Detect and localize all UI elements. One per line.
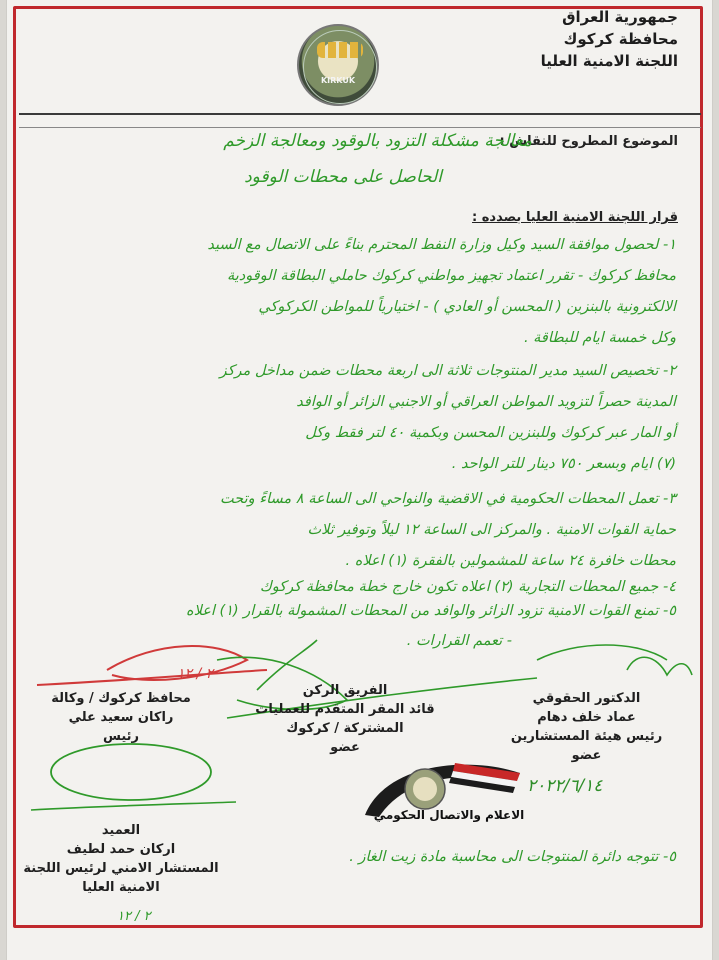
advisor-signature [21, 740, 241, 820]
iraq-flag-seal-icon [345, 755, 525, 835]
decision-line: محافظ كركوك - تقرر اعتماد تجهيز مواطني كركوك حاملي البطاقة الوقودية [227, 268, 676, 284]
decision-line: (٧) ايام وبسعر ٧٥٠ دينار للتر الواحد . [451, 456, 676, 472]
decision-line: ٢- تخصيص السيد مدير المنتوجات ثلاثة الى اربعة محطات ضمن مداخل مركز [219, 363, 676, 379]
header-divider-thin [19, 127, 701, 128]
signatory-name: راكان سعيد علي [68, 709, 174, 725]
subject-line-1: معالجة مشكلة التزود بالوقود ومعالجة الزخم [223, 131, 532, 151]
signatory-governor [21, 690, 221, 747]
advisor-block [21, 822, 221, 897]
subject-label: الموضوع المطروح للنقاش : [499, 134, 678, 149]
kirkuk-emblem-icon [297, 24, 379, 106]
advisor-name: اركان حمد لطيف [66, 841, 176, 857]
advisor-role: المستشار الامني لرئيس اللجنة [23, 860, 219, 876]
decision-label: قرار اللجنة الامنية العليا بصدده : [472, 210, 678, 225]
signatory-role: عضو [330, 739, 360, 755]
signatory-title: الدكتور الحقوقي [532, 691, 641, 706]
document-page [6, 0, 713, 960]
decision-line: المدينة حصراً لتزويد المواطن العراقي أو الاجنبي الزائر أو الوافد [296, 394, 676, 410]
header-divider [19, 113, 701, 115]
handwritten-date: ٢٠٢٢/٦/١٤ [527, 776, 603, 796]
decision-line: ٥- تمنع القوات الامنية تزود الزائر والوافد من المحطات المشمولة بالقرار (١) اعلاه [186, 603, 676, 619]
header-country: جمهورية العراق [562, 8, 678, 26]
signatory-commander [235, 682, 455, 757]
advisor-signature-date: ٢ / ١٢ [117, 909, 151, 924]
signatory-title: محافظ كركوك / وكالة [51, 691, 191, 706]
header-province: محافظة كركوك [563, 30, 678, 48]
signatory-name: عماد خلف دهام [537, 709, 636, 725]
decision-line: حماية القوات الامنية . والمركز الى الساعة ١٢ ليلاً وتوفير ثلاث [307, 522, 676, 538]
advisor-role: الامنية العليا [82, 879, 160, 895]
signatory-role-line: رئيس هيئة المستشارين [510, 728, 663, 744]
decision-line: الالكترونية بالبنزين ( المحسن أو العادي ) - اختيارياً للمواطن الكركوكي [258, 299, 676, 315]
decision-line: أو المار عبر كركوك وللبنزين المحسن وبكمية ٤٠ لتر فقط وكل [305, 425, 676, 441]
decision-line: ٤- جميع المحطات التجارية (٢) اعلاه تكون خارج خطة محافظة كركوك [259, 579, 676, 595]
signatory-name: قائد المقر المتقدم للعمليات [255, 701, 435, 717]
logo-text: KIRKUK [320, 76, 356, 85]
subject-line-2: الحاصل على محطات الوقود [244, 167, 442, 187]
signatory-role: عضو [571, 747, 602, 763]
handwritten-note: ٥- تتوجه دائرة المنتوجات الى محاسبة مادة زيت الغاز . [349, 849, 676, 865]
decision-line: ٣- تعمل المحطات الحكومية في الاقضية والنواحي الى الساعة ٨ مساءً وتحت [220, 491, 676, 507]
signature-date-left: ٢ / ١٢ [177, 666, 214, 682]
decision-line: - تعمم القرارات . [406, 633, 512, 649]
signatory-role: رئيس [102, 728, 140, 744]
seal-text: الاعلام والاتصال الحكومي [373, 808, 525, 822]
decision-line: وكل خمسة ايام للبطاقة . [523, 330, 676, 346]
header-committee: اللجنة الامنية العليا [540, 52, 678, 70]
advisor-rank: العميد [101, 823, 141, 838]
decision-line: محطات خافرة ٢٤ ساعة للمشمولين بالفقرة (١) اعلاه . [345, 553, 676, 569]
signatory-title: الفريق الركن [302, 683, 388, 698]
signatory-role-line: المشتركة / كركوك [286, 720, 404, 736]
decision-line: ١- لحصول موافقة السيد وكيل وزارة النفط المحترم بناءً على الاتصال مع السيد [207, 237, 676, 253]
